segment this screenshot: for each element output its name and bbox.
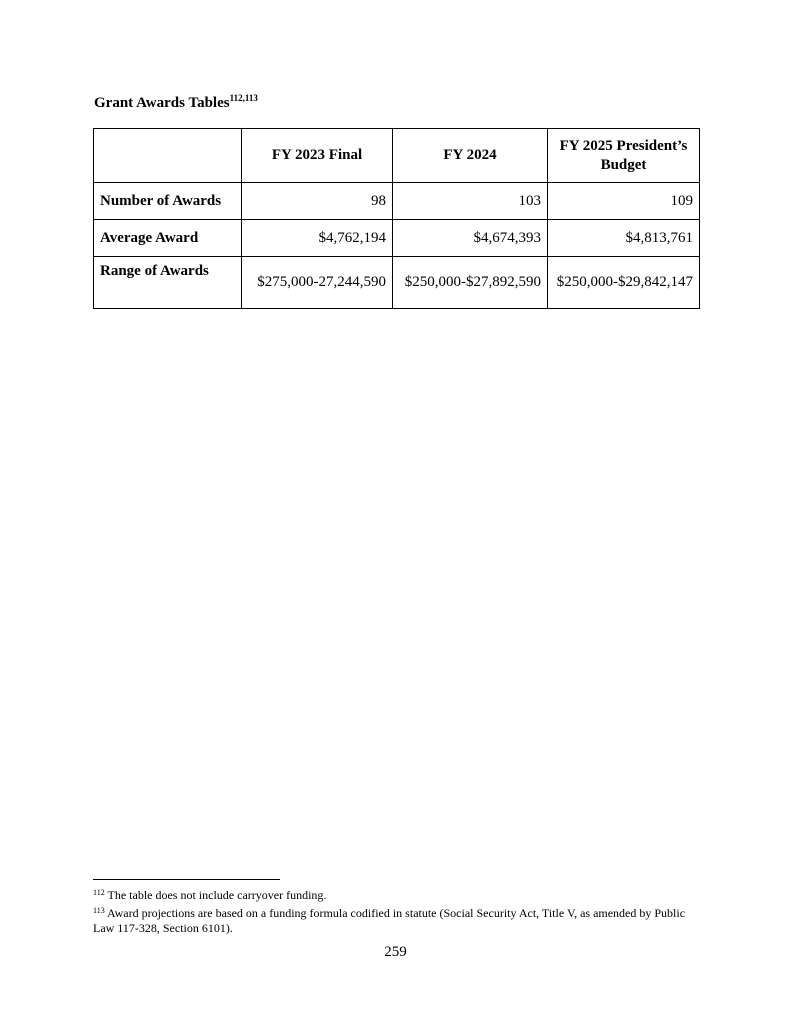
header-cell-blank	[94, 129, 242, 183]
table-row	[94, 220, 700, 257]
footnotes	[93, 885, 693, 936]
table-row	[94, 183, 700, 220]
cell-value: 109	[548, 183, 700, 220]
row-label-range-of-awards: Range of Awards	[94, 257, 242, 309]
footnote-item	[93, 885, 693, 903]
cell-value: $4,674,393	[393, 220, 548, 257]
page-number: 259	[384, 944, 407, 960]
row-label-number-of-awards: Number of Awards	[94, 183, 242, 220]
table-header-row	[94, 129, 700, 183]
cell-value: $275,000-27,244,590	[242, 257, 393, 309]
footnote-text: The table does not include carryover funding.	[107, 888, 327, 902]
cell-value: $4,762,194	[242, 220, 393, 257]
heading-footnote-refs: 112,113	[229, 93, 258, 103]
row-label-average-award: Average Award	[94, 220, 242, 257]
cell-value: 103	[393, 183, 548, 220]
footnote-divider	[93, 879, 280, 880]
footnote-item	[93, 903, 693, 936]
cell-value: 98	[242, 183, 393, 220]
cell-value: $4,813,761	[548, 220, 700, 257]
header-cell-fy2023: FY 2023 Final	[242, 129, 393, 183]
table-heading	[94, 93, 258, 112]
footnote-text: Award projections are based on a funding formula codified in statute (Social Security Act, Title V, as amended by Public Law 117-328, Section 6101).	[93, 906, 686, 935]
header-cell-fy2025: FY 2025 President’s Budget	[548, 129, 700, 183]
footnote-number: 113	[93, 906, 105, 915]
header-cell-fy2024: FY 2024	[393, 129, 548, 183]
table-heading-text: Grant Awards Tables	[94, 95, 230, 111]
cell-value: $250,000-$27,892,590	[393, 257, 548, 309]
table-row	[94, 257, 700, 309]
footnote-number: 112	[93, 888, 105, 897]
cell-value: $250,000-$29,842,147	[548, 257, 700, 309]
grant-awards-table	[93, 128, 700, 309]
